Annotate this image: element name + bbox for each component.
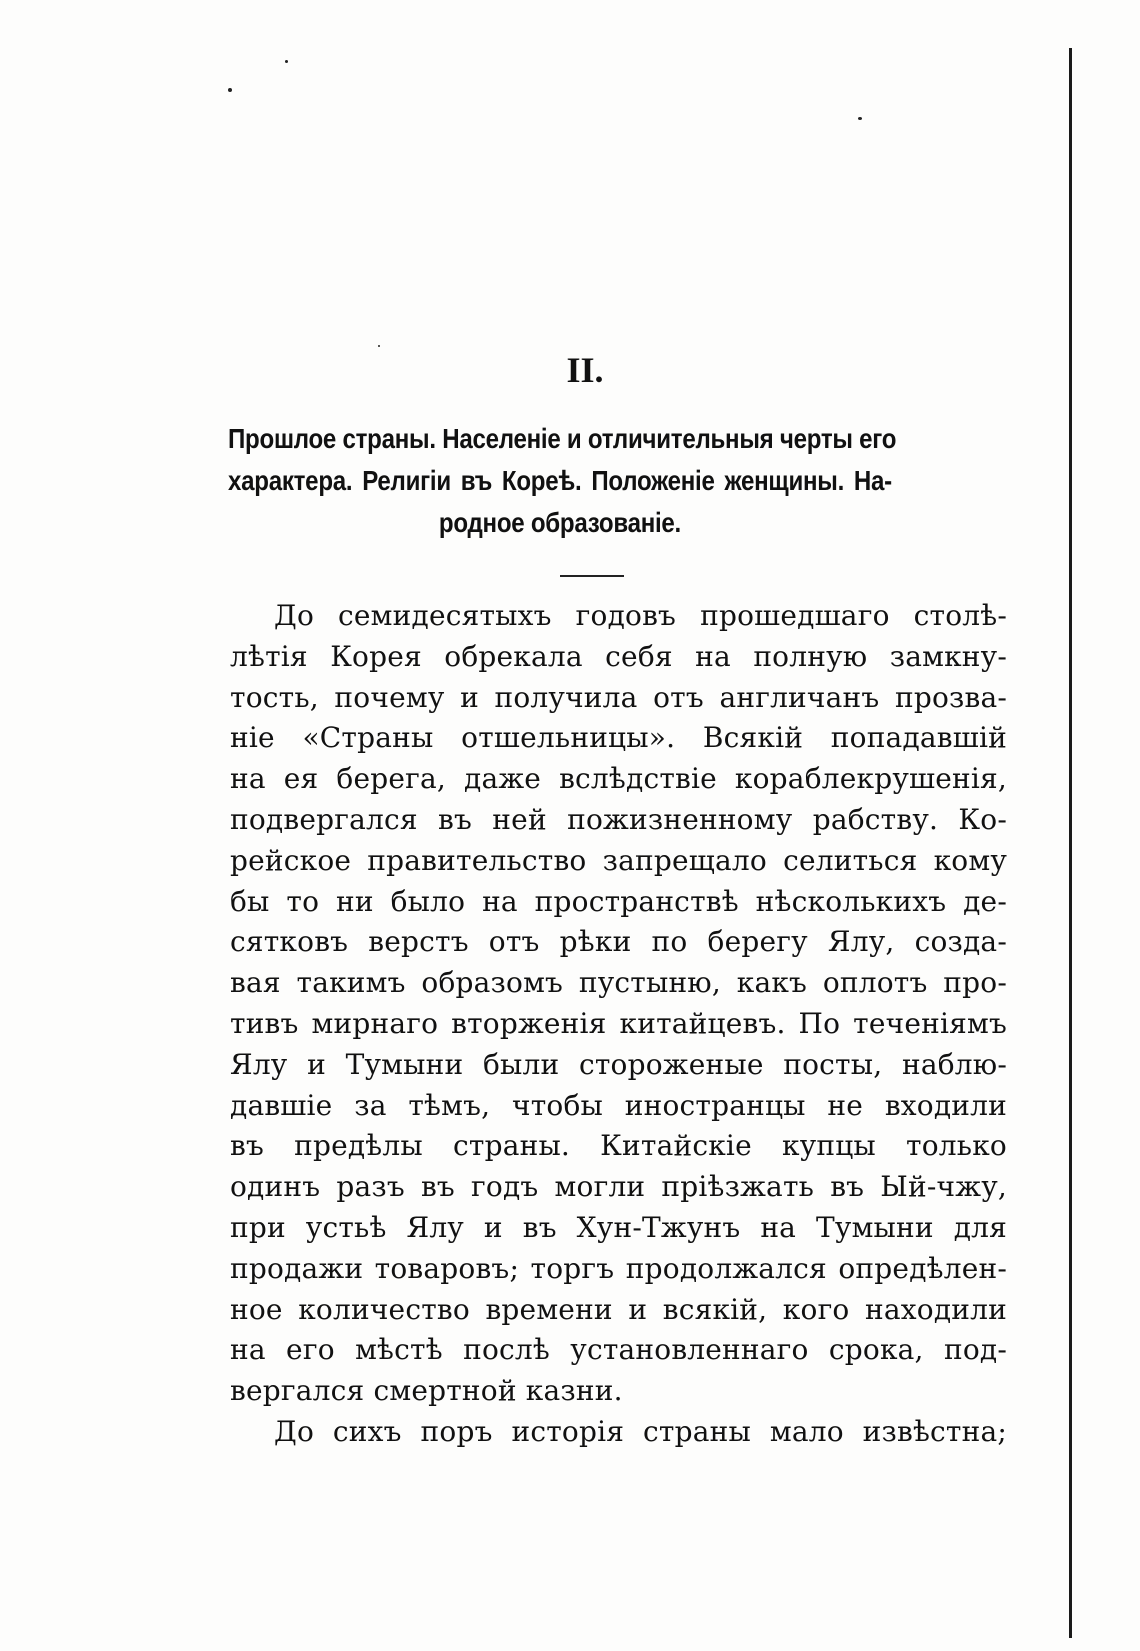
scan-speck bbox=[378, 345, 380, 347]
text-line: одинъ разъ въ годъ могли пріѣзжать въ Ый-чжу, bbox=[230, 1170, 1007, 1204]
text-line: тивъ мирнаго вторженія китайцевъ. По теченіямъ bbox=[230, 1006, 1007, 1040]
text-line: ное количество времени и всякій, кого находили bbox=[230, 1292, 1007, 1326]
scan-speck bbox=[228, 88, 232, 92]
scan-speck bbox=[858, 117, 862, 120]
page-edge-line bbox=[1069, 48, 1072, 1638]
text-line: вая такимъ образомъ пустыню, какъ оплотъ про- bbox=[230, 966, 1007, 1000]
section-divider bbox=[560, 575, 624, 577]
text-line: ніе «Страны отшельницы». Всякій попадавшій bbox=[230, 721, 1007, 755]
heading-line: родное образованіе. bbox=[438, 507, 681, 538]
text-line: давшіе за тѣмъ, чтобы иностранцы не входили bbox=[230, 1088, 1007, 1122]
text-line: рейское правительство запрещало селиться кому bbox=[230, 843, 1007, 877]
body-text bbox=[230, 596, 1007, 1453]
text-line: бы то ни было на пространствѣ нѣсколькихъ де- bbox=[230, 884, 1007, 918]
text-line: вергался смертной казни. bbox=[230, 1374, 623, 1408]
text-line: въ предѣлы страны. Китайскіе купцы только bbox=[230, 1129, 1007, 1163]
text-line: на его мѣстѣ послѣ установленнаго срока, под- bbox=[230, 1333, 1007, 1367]
text-line: тость, почему и получила отъ англичанъ прозва- bbox=[230, 680, 1007, 714]
text-line: продажи товаровъ; торгъ продолжался опредѣлен- bbox=[230, 1251, 1007, 1285]
heading-line: характера. Религіи въ Кореѣ. Положеніе женщины. На- bbox=[228, 465, 892, 496]
text-line: на ея берега, даже вслѣдствіе кораблекрушенія, bbox=[230, 762, 1007, 796]
text-line: сятковъ верстъ отъ рѣки по берегу Ялу, созда- bbox=[230, 925, 1007, 959]
text-line: Ялу и Тумыни были стороженые посты, наблю- bbox=[230, 1047, 1007, 1081]
text-line: лѣтія Корея обрекала себя на полную замкну- bbox=[230, 639, 1007, 673]
text-line: подвергался въ ней пожизненному рабству. Ко- bbox=[230, 802, 1007, 836]
text-line: при устьѣ Ялу и въ Хун-Тжунъ на Тумыни для bbox=[230, 1210, 1007, 1244]
text-line: До семидесятыхъ годовъ прошедшаго столѣ- bbox=[274, 599, 1007, 632]
chapter-number: II. bbox=[566, 350, 604, 390]
chapter-heading bbox=[228, 418, 897, 544]
scan-speck bbox=[285, 60, 288, 63]
heading-line: Прошлое страны. Населеніе и отличительныя черты его bbox=[228, 423, 897, 454]
text-line: До сихъ поръ исторія страны мало извѣстна; bbox=[274, 1414, 1007, 1448]
